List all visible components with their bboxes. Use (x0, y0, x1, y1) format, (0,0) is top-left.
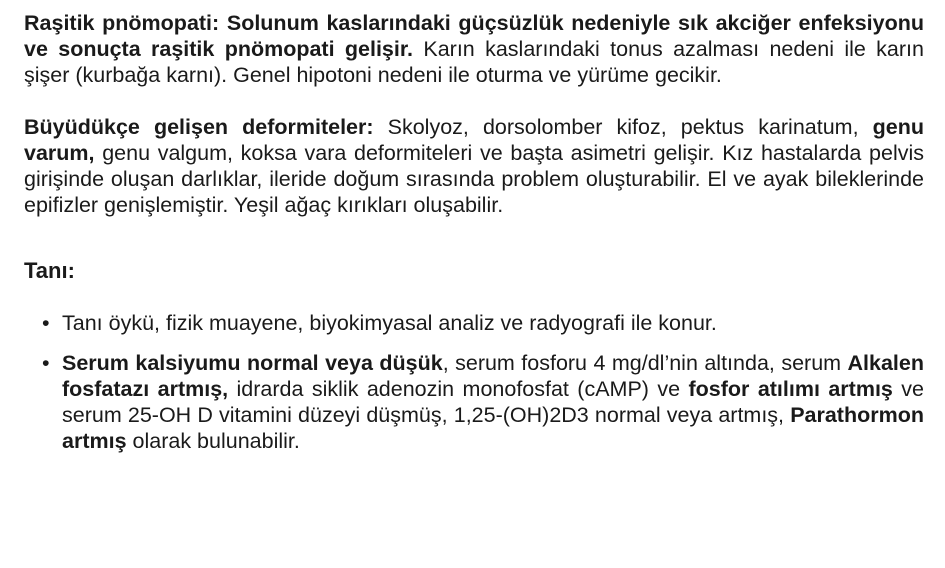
list-item-text: , serum fosforu 4 mg/dl’nin altında, serum (442, 351, 848, 375)
paragraph-bold-term: genu varum, (24, 115, 924, 165)
list-item-text: ve serum 25-OH D vitamini düzeyi düşmüş, 1,25-(OH)2D3 normal veya artmış, (62, 377, 925, 427)
list-item-bold: Serum kalsiyumu normal veya düşük (62, 351, 443, 375)
list-item-bold: Parathormon artmış (62, 403, 924, 453)
list-item-text: idrarda siklik adenozin monofosfat (cAMP) ve (228, 377, 689, 401)
list-item-text: Tanı öykü, fizik muayene, biyokimyasal analiz ve radyografi ile konur. (62, 311, 717, 335)
bullet-icon: • (42, 311, 50, 335)
list-item-text: olarak bulunabilir. (126, 429, 300, 453)
paragraph-bold-lead: Büyüdükçe gelişen deformiteler: (24, 115, 374, 139)
list-item (24, 350, 924, 454)
list-item-bold: fosfor atılımı artmış (688, 377, 893, 401)
bullet-list (24, 310, 924, 454)
paragraph-text: Karın kaslarındaki tonus azalması nedeni ile karın şişer (kurbağa karnı). Genel hipotoni nedeni ile oturma ve yürüme gecikir. (24, 37, 924, 87)
bullet-icon: • (42, 351, 50, 375)
paragraph-bold-lead: Raşitik pnömopati: Solunum kaslarındaki güçsüzlük nedeniyle sık akciğer enfeksiyonu ve sonuçta raşitik pnömopati gelişir. (24, 11, 924, 61)
list-item (24, 310, 924, 336)
paragraph-rasitik-pnomopati (24, 10, 924, 88)
paragraph-text: Skolyoz, dorsolomber kifoz, pektus karinatum, (373, 115, 873, 139)
paragraph-text: genu valgum, koksa vara deformiteleri ve başta asimetri gelişir. Kız hastalarda pelvis girişinde oluşan darlıklar, ileride doğum sırasında problem oluşturabilir. El ve ayak bileklerinde epifizler genişlemiştir. Yeşil ağaç kırıkları oluşabilir. (24, 141, 924, 217)
section-heading-tani: Tanı: (24, 258, 75, 283)
paragraph-deformiteler (24, 114, 924, 218)
document-body (24, 10, 924, 454)
list-item-bold: Alkalen fosfatazı artmış, (62, 351, 924, 401)
